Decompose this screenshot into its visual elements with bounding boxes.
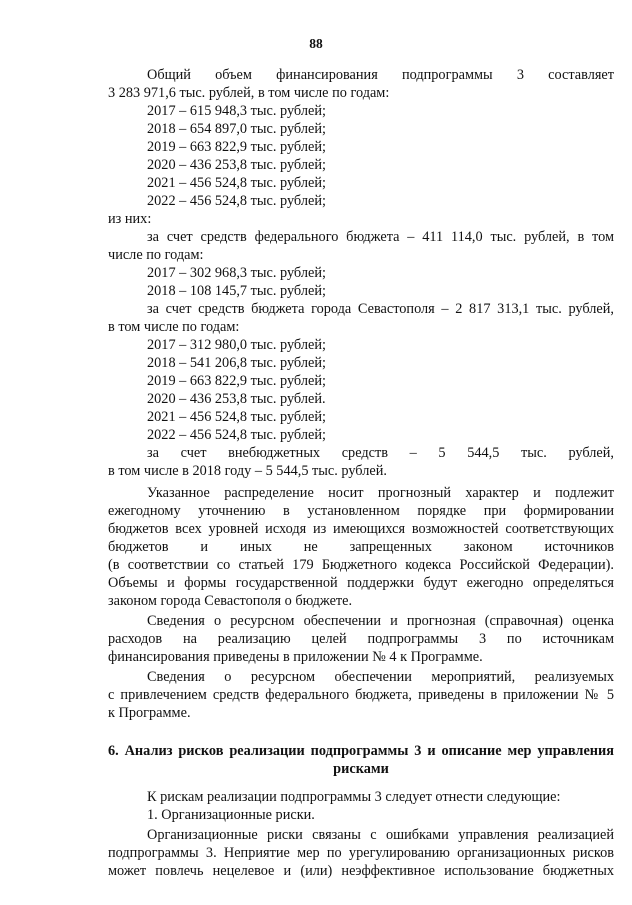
text-line: 2021 – 456 524,8 тыс. рублей; [147, 409, 326, 425]
text-line: из них: [108, 211, 152, 227]
text-line: Организационные риски связаны с ошибками управления реализацией [147, 827, 614, 843]
text-line: за счет внебюджетных средств – 5 544,5 тыс. рублей, [147, 445, 614, 461]
text-line: за счет средств бюджета города Севастополя – 2 817 313,1 тыс. рублей, [147, 301, 614, 317]
text-line: законом города Севастополя о бюджете. [108, 593, 353, 609]
text-line: бюджетов и иных не запрещенных законом источников [108, 539, 614, 555]
text-line: числе по годам: [108, 247, 204, 263]
text-line: К рискам реализации подпрограммы 3 следует отнести следующие: [147, 789, 561, 805]
text-line: 2017 – 312 980,0 тыс. рублей; [147, 337, 326, 353]
text-line: 2017 – 302 968,3 тыс. рублей; [147, 265, 326, 281]
text-line: за счет средств федерального бюджета – 411 114,0 тыс. рублей, в том [147, 229, 614, 245]
text-line: может повлечь нецелевое и (или) неэффективное использование бюджетных [108, 863, 614, 879]
text-line: 2020 – 436 253,8 тыс. рублей; [147, 157, 326, 173]
text-line: 2020 – 436 253,8 тыс. рублей. [147, 391, 326, 407]
text-line: ежегодному уточнению в установленном порядке при формировании [108, 503, 614, 519]
page-number: 88 [309, 36, 323, 51]
text-line: 2019 – 663 822,9 тыс. рублей; [147, 373, 326, 389]
text-line: 2019 – 663 822,9 тыс. рублей; [147, 139, 326, 155]
text-line: в том числе в 2018 году – 5 544,5 тыс. рублей. [108, 463, 387, 479]
text-line: Сведения о ресурсном обеспечении мероприятий, реализуемых [147, 669, 614, 685]
text-line: в том числе по годам: [108, 319, 240, 335]
text-line: к Программе. [108, 705, 191, 721]
text-line: 2021 – 456 524,8 тыс. рублей; [147, 175, 326, 191]
text-line: бюджетов всех уровней исходя из имеющихся возможностей соответствующих [108, 521, 614, 537]
text-line: финансирования приведены в приложении № 4 к Программе. [108, 649, 483, 665]
text-line: Указанное распределение носит прогнозный характер и подлежит [147, 485, 614, 501]
text-line: (в соответствии со статьей 179 Бюджетного кодекса Российской Федерации). [108, 557, 614, 573]
text-line: 2018 – 108 145,7 тыс. рублей; [147, 283, 326, 299]
text-line: 2018 – 654 897,0 тыс. рублей; [147, 121, 326, 137]
text-line: Общий объем финансирования подпрограммы 3 составляет [147, 67, 614, 83]
text-line: 2017 – 615 948,3 тыс. рублей; [147, 103, 326, 119]
text-line: Сведения о ресурсном обеспечении и прогнозная (справочная) оценка [147, 613, 614, 629]
text-line: 1. Организационные риски. [147, 807, 315, 823]
section-heading-cont: рисками [333, 761, 389, 777]
text-line: Объемы и формы государственной поддержки будут ежегодно определяться [108, 575, 614, 591]
text-line: расходов на реализацию целей подпрограммы 3 по источникам [108, 631, 614, 647]
text-line: с привлечением средств федерального бюджета, приведены в приложении № 5 [108, 687, 614, 703]
text-line: 2022 – 456 524,8 тыс. рублей; [147, 427, 326, 443]
text-line: 2022 – 456 524,8 тыс. рублей; [147, 193, 326, 209]
text-line: подпрограммы 3. Неприятие мер по урегулированию организационных рисков [108, 845, 614, 861]
section-heading: 6. Анализ рисков реализации подпрограммы 3 и описание мер управления [108, 743, 614, 759]
text-line: 3 283 971,6 тыс. рублей, в том числе по годам: [108, 85, 390, 101]
text-line: 2018 – 541 206,8 тыс. рублей; [147, 355, 326, 371]
